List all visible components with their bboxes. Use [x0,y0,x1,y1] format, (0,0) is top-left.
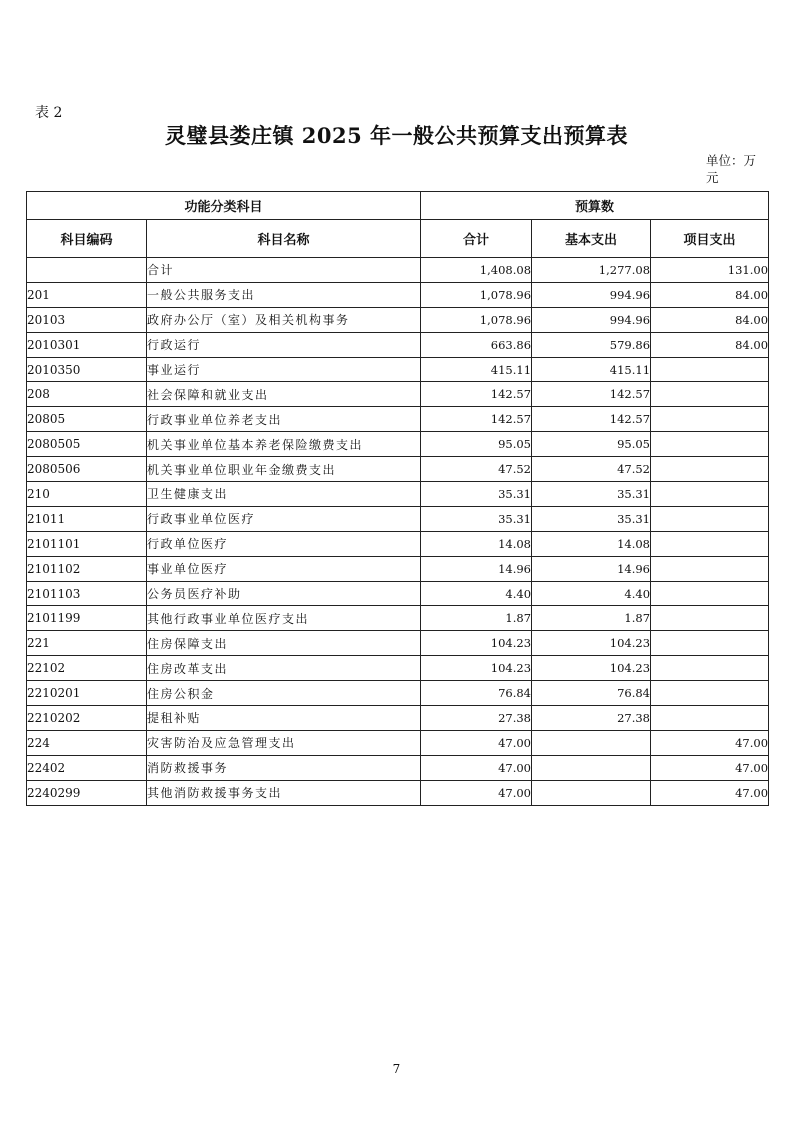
table-row [27,556,769,581]
cell-basic-expenditure: 142.57 [532,407,651,432]
cell-basic-expenditure: 1.87 [532,606,651,631]
table-body [27,258,769,806]
table-row [27,730,769,755]
cell-project-expenditure [651,506,769,531]
table-row [27,482,769,507]
cell-basic-expenditure: 14.96 [532,556,651,581]
cell-total: 35.31 [421,482,532,507]
cell-basic-expenditure: 994.96 [532,307,651,332]
cell-total: 95.05 [421,432,532,457]
table-row [27,382,769,407]
table-row [27,332,769,357]
cell-basic-expenditure: 994.96 [532,282,651,307]
cell-subject-code: 2080506 [27,457,147,482]
cell-subject-code: 208 [27,382,147,407]
cell-total: 1,078.96 [421,307,532,332]
cell-basic-expenditure: 104.23 [532,656,651,681]
cell-subject-code: 221 [27,631,147,656]
cell-subject-name: 住房改革支出 [147,656,421,681]
cell-total: 76.84 [421,681,532,706]
cell-total: 47.00 [421,780,532,805]
cell-subject-name: 住房保障支出 [147,631,421,656]
cell-subject-code: 2210202 [27,706,147,731]
cell-basic-expenditure [532,730,651,755]
cell-total: 104.23 [421,631,532,656]
cell-project-expenditure [651,457,769,482]
page-title: 灵璧县娄庄镇 2025 年一般公共预算支出预算表 [164,123,629,148]
cell-total: 35.31 [421,506,532,531]
cell-total: 14.08 [421,531,532,556]
header-budget-amount: 预算数 [421,192,769,220]
cell-subject-name: 行政单位医疗 [147,531,421,556]
cell-total: 27.38 [421,706,532,731]
cell-subject-code: 2080505 [27,432,147,457]
cell-subject-code: 201 [27,282,147,307]
table-row [27,780,769,805]
table-row [27,706,769,731]
cell-basic-expenditure: 579.86 [532,332,651,357]
cell-subject-code: 2101102 [27,556,147,581]
cell-subject-code: 2101199 [27,606,147,631]
cell-subject-code: 20103 [27,307,147,332]
header-subject-code: 科目编码 [27,220,147,258]
table-row [27,681,769,706]
cell-total: 104.23 [421,656,532,681]
cell-project-expenditure [651,706,769,731]
header-basic-expenditure: 基本支出 [532,220,651,258]
cell-total: 47.52 [421,457,532,482]
cell-subject-name: 合计 [147,258,421,283]
table-row [27,531,769,556]
table-row [27,258,769,283]
cell-total: 415.11 [421,357,532,382]
budget-table [26,191,769,806]
cell-subject-code: 2010301 [27,332,147,357]
cell-project-expenditure [651,631,769,656]
cell-basic-expenditure [532,780,651,805]
cell-subject-code: 2010350 [27,357,147,382]
header-project-expenditure: 项目支出 [651,220,769,258]
header-functional-classification: 功能分类科目 [27,192,421,220]
cell-subject-code: 22402 [27,755,147,780]
table-row [27,755,769,780]
header-total: 合计 [421,220,532,258]
cell-subject-code: 2210201 [27,681,147,706]
cell-basic-expenditure: 35.31 [532,482,651,507]
cell-subject-name: 行政事业单位医疗 [147,506,421,531]
cell-subject-name: 卫生健康支出 [147,482,421,507]
cell-total: 47.00 [421,755,532,780]
cell-total: 1.87 [421,606,532,631]
cell-subject-name: 社会保障和就业支出 [147,382,421,407]
cell-total: 47.00 [421,730,532,755]
cell-project-expenditure: 84.00 [651,282,769,307]
cell-project-expenditure [651,681,769,706]
cell-total: 1,408.08 [421,258,532,283]
cell-total: 142.57 [421,382,532,407]
cell-subject-code: 210 [27,482,147,507]
cell-project-expenditure [651,407,769,432]
cell-subject-code: 2240299 [27,780,147,805]
page-number: 7 [392,1062,401,1076]
cell-project-expenditure [651,482,769,507]
cell-subject-name: 其他行政事业单位医疗支出 [147,606,421,631]
cell-basic-expenditure [532,755,651,780]
cell-subject-name: 事业单位医疗 [147,556,421,581]
cell-project-expenditure [651,531,769,556]
cell-subject-name: 行政运行 [147,332,421,357]
cell-subject-code: 2101103 [27,581,147,606]
table-label: 表 2 [35,105,63,121]
cell-total: 142.57 [421,407,532,432]
cell-basic-expenditure: 95.05 [532,432,651,457]
cell-project-expenditure [651,382,769,407]
table-row [27,581,769,606]
table-row [27,631,769,656]
cell-subject-name: 住房公积金 [147,681,421,706]
cell-basic-expenditure: 104.23 [532,631,651,656]
table-row [27,357,769,382]
cell-subject-code [27,258,147,283]
table-row [27,432,769,457]
cell-project-expenditure [651,556,769,581]
table-row [27,407,769,432]
cell-project-expenditure: 47.00 [651,755,769,780]
table-row [27,457,769,482]
cell-basic-expenditure: 4.40 [532,581,651,606]
table-row [27,307,769,332]
cell-project-expenditure: 47.00 [651,780,769,805]
cell-project-expenditure [651,357,769,382]
cell-total: 1,078.96 [421,282,532,307]
cell-basic-expenditure: 415.11 [532,357,651,382]
cell-subject-name: 机关事业单位基本养老保险缴费支出 [147,432,421,457]
cell-project-expenditure: 47.00 [651,730,769,755]
cell-basic-expenditure: 14.08 [532,531,651,556]
table-row [27,506,769,531]
cell-project-expenditure: 84.00 [651,332,769,357]
cell-subject-name: 其他消防救援事务支出 [147,780,421,805]
table-row [27,656,769,681]
header-row-group [27,192,769,220]
header-row-columns [27,220,769,258]
cell-basic-expenditure: 47.52 [532,457,651,482]
cell-project-expenditure [651,432,769,457]
cell-subject-code: 22102 [27,656,147,681]
cell-project-expenditure: 131.00 [651,258,769,283]
cell-subject-name: 事业运行 [147,357,421,382]
cell-project-expenditure [651,581,769,606]
cell-subject-name: 灾害防治及应急管理支出 [147,730,421,755]
cell-subject-code: 21011 [27,506,147,531]
cell-total: 14.96 [421,556,532,581]
cell-subject-name: 一般公共服务支出 [147,282,421,307]
cell-subject-code: 2101101 [27,531,147,556]
cell-subject-name: 提租补贴 [147,706,421,731]
table-row [27,282,769,307]
cell-basic-expenditure: 1,277.08 [532,258,651,283]
cell-subject-name: 消防救援事务 [147,755,421,780]
cell-subject-code: 20805 [27,407,147,432]
cell-subject-name: 政府办公厅（室）及相关机构事务 [147,307,421,332]
cell-basic-expenditure: 142.57 [532,382,651,407]
table-row [27,606,769,631]
cell-subject-name: 机关事业单位职业年金缴费支出 [147,457,421,482]
cell-basic-expenditure: 35.31 [532,506,651,531]
cell-subject-code: 224 [27,730,147,755]
cell-project-expenditure [651,656,769,681]
cell-total: 663.86 [421,332,532,357]
unit-note: 单位：万元 [706,153,757,185]
cell-project-expenditure: 84.00 [651,307,769,332]
cell-project-expenditure [651,606,769,631]
cell-total: 4.40 [421,581,532,606]
header-subject-name: 科目名称 [147,220,421,258]
cell-basic-expenditure: 76.84 [532,681,651,706]
cell-basic-expenditure: 27.38 [532,706,651,731]
cell-subject-name: 行政事业单位养老支出 [147,407,421,432]
cell-subject-name: 公务员医疗补助 [147,581,421,606]
